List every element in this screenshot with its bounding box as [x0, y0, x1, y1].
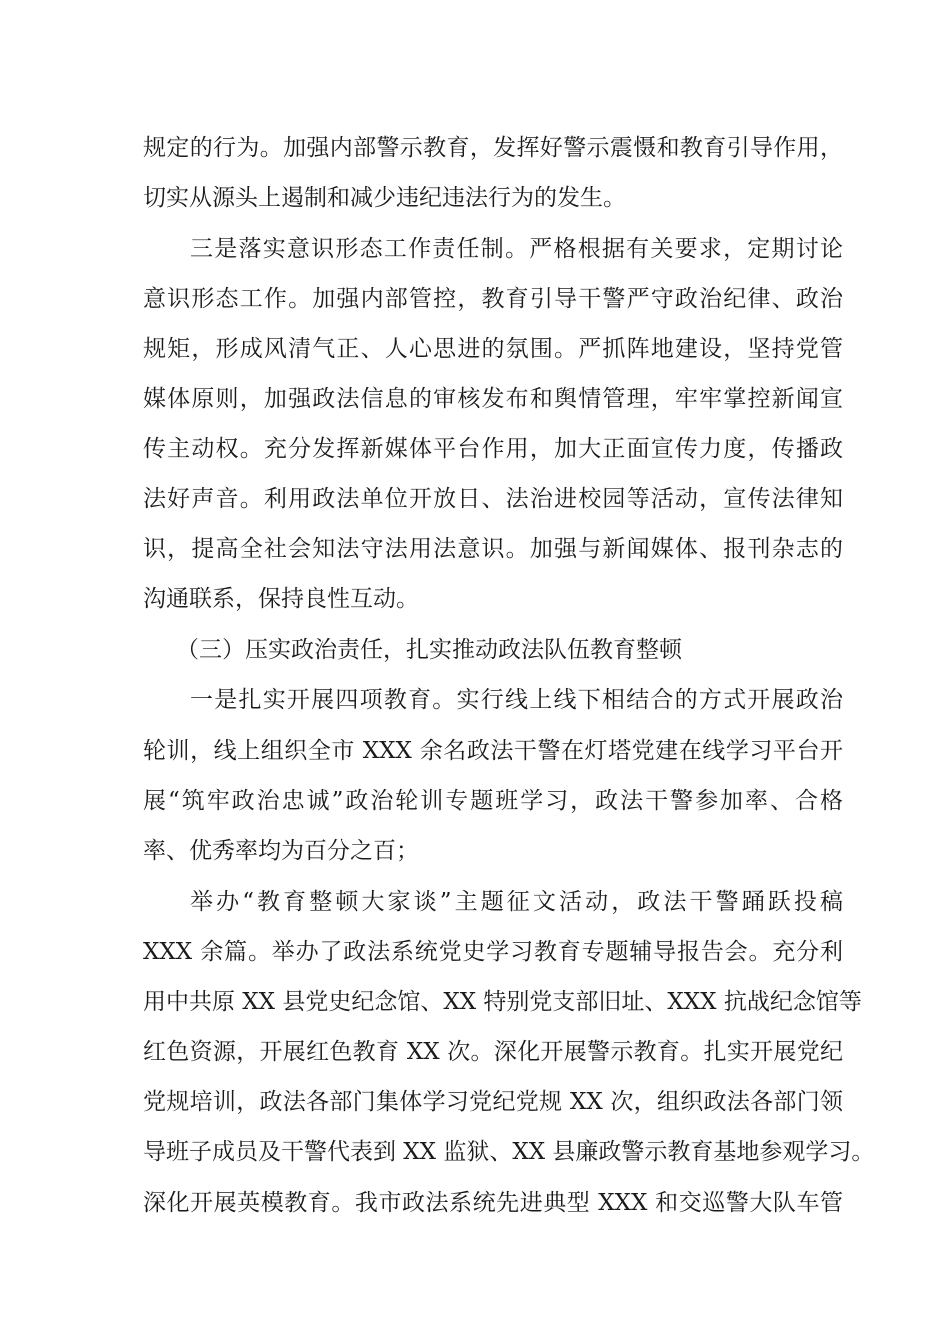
paragraph-line: 率、优秀率均为百分之百；	[143, 838, 419, 864]
paragraph-line: 举办“教育整顿大家谈”主题征文活动，政法干警踊跃投稿	[190, 889, 843, 915]
paragraph-line: 识，提高全社会知法守法用法意识。加强与新闻媒体、报刊杂志的	[143, 536, 843, 562]
section-heading: （三）压实政治责任，扎实推动政法队伍教育整顿	[176, 637, 682, 663]
paragraph-line: 用中共原 XX 县党史纪念馆、XX 特别党支部旧址、XXX 抗战纪念馆等	[143, 989, 862, 1015]
paragraph-line: 红色资源，开展红色教育 XX 次。深化开展警示教育。扎实开展党纪	[143, 1039, 843, 1065]
paragraph-line: 媒体原则，加强政法信息的审核发布和舆情管理，牢牢掌控新闻宣	[143, 386, 843, 412]
paragraph-line: 规矩，形成风清气正、人心思进的氛围。严抓阵地建设，坚持党管	[143, 336, 843, 362]
paragraph-line: 切实从源头上遏制和减少违纪违法行为的发生。	[143, 185, 626, 211]
paragraph-line: XXX 余篇。举办了政法系统党史学习教育专题辅导报告会。充分利	[143, 939, 843, 965]
paragraph-line: 法好声音。利用政法单位开放日、法治进校园等活动，宣传法律知	[143, 486, 843, 512]
paragraph-line: 展“筑牢政治忠诚”政治轮训专题班学习，政法干警参加率、合格	[143, 788, 843, 814]
paragraph-line: 三是落实意识形态工作责任制。严格根据有关要求，定期讨论	[190, 236, 843, 262]
paragraph-line: 党规培训，政法各部门集体学习党纪党规 XX 次，组织政法各部门领	[143, 1089, 843, 1115]
paragraph-line: 规定的行为。加强内部警示教育，发挥好警示震慑和教育引导作用，	[143, 135, 843, 161]
paragraph-line: 沟通联系，保持良性互动。	[143, 586, 419, 612]
paragraph-line: 轮训，线上组织全市 XXX 余名政法干警在灯塔党建在线学习平台开	[143, 738, 843, 764]
paragraph-line: 传主动权。充分发挥新媒体平台作用，加大正面宣传力度，传播政	[143, 436, 843, 462]
paragraph-line: 意识形态工作。加强内部管控，教育引导干警严守政治纪律、政治	[143, 286, 843, 312]
paragraph-line: 深化开展英模教育。我市政法系统先进典型 XXX 和交巡警大队车管	[143, 1190, 843, 1216]
paragraph-line: 导班子成员及干警代表到 XX 监狱、XX 县廉政警示教育基地参观学习。	[143, 1139, 875, 1165]
paragraph-line: 一是扎实开展四项教育。实行线上线下相结合的方式开展政治	[190, 687, 843, 713]
